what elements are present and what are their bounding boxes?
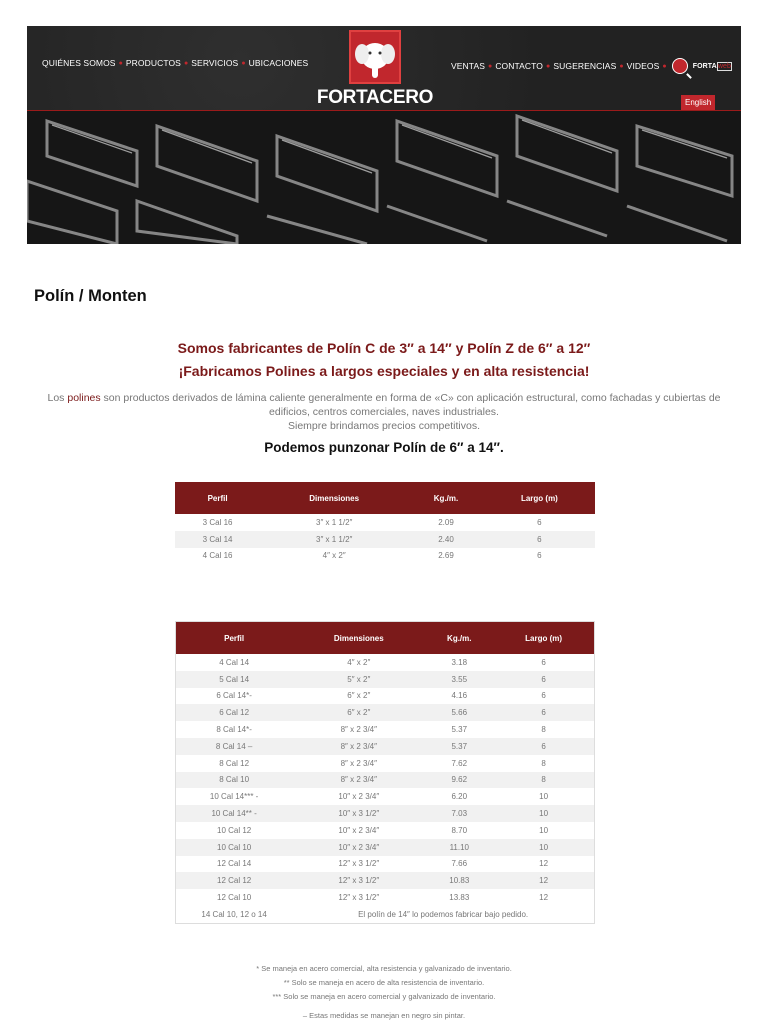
cell-kg-m: 9.62 bbox=[425, 772, 493, 789]
cell-kg-m: 7.62 bbox=[451, 758, 468, 768]
nav-separator: ● bbox=[241, 59, 246, 67]
table-row bbox=[176, 654, 595, 671]
cell-kg-m: 4.16 bbox=[451, 691, 468, 701]
punzonar-heading: Podemos punzonar Polín de 6″ a 14″. bbox=[264, 440, 504, 455]
footnote-2: ** Solo se maneja en acero de alta resistencia de inventario. bbox=[283, 978, 485, 987]
table-row bbox=[175, 514, 595, 531]
cell-kg-m: 2.09 bbox=[438, 517, 454, 527]
headline-largos-especiales: ¡Fabricamos Polines a largos especiales y en alta resistencia! bbox=[178, 363, 590, 379]
cell-perfil: 8 Cal 12 bbox=[219, 758, 250, 768]
cell-largo: 8 bbox=[541, 725, 546, 735]
polin-table-1 bbox=[175, 482, 595, 564]
cell-dimensiones: 8″ x 2 3/4″ bbox=[340, 725, 377, 735]
col-kg-m: Kg./m. bbox=[408, 482, 484, 514]
fortaweb-search-icon bbox=[672, 58, 688, 74]
cell-dimensiones: 4″ x 2″ bbox=[347, 657, 371, 667]
cell-largo: 10 bbox=[539, 792, 549, 802]
nav-videos[interactable]: VIDEOS bbox=[626, 61, 660, 71]
cell-perfil: 8 Cal 10 bbox=[176, 772, 293, 789]
cell-largo: 6 bbox=[541, 657, 546, 667]
cell-perfil: 6 Cal 12 bbox=[176, 704, 293, 721]
nav-separator: ● bbox=[487, 62, 493, 70]
cell-largo: 6 bbox=[493, 738, 594, 755]
cell-dimensiones: 12″ x 3 1/2″ bbox=[338, 859, 380, 869]
cell-perfil: 4 Cal 14 bbox=[219, 657, 250, 667]
table-row bbox=[176, 889, 595, 906]
nav-ubicaciones[interactable]: UBICACIONES bbox=[248, 58, 309, 68]
col-kg-m: Kg./m. bbox=[425, 622, 493, 655]
table-row bbox=[176, 856, 595, 873]
col-dimensiones: Dimensiones bbox=[260, 482, 408, 514]
cell-dimensiones: 12″ x 3 1/2″ bbox=[338, 893, 380, 903]
cell-kg-m: 5.66 bbox=[425, 704, 493, 721]
nav-separator: ● bbox=[546, 62, 551, 70]
cell-perfil: 12 Cal 12 bbox=[176, 872, 293, 889]
table-row bbox=[176, 839, 595, 856]
footnote-3: *** Solo se maneja en acero comercial y galvanizado de inventario. bbox=[272, 992, 496, 1001]
nav-contacto[interactable]: CONTACTO bbox=[495, 61, 544, 71]
cell-perfil: 12 Cal 14 bbox=[217, 859, 252, 869]
table-row bbox=[176, 805, 595, 822]
col-largo: Largo (m) bbox=[493, 622, 594, 655]
table-row bbox=[176, 738, 595, 755]
nav-separator: ● bbox=[118, 59, 123, 67]
cell-dimensiones: 6″ x 2″ bbox=[292, 704, 425, 721]
nav-ventas[interactable]: VENTAS bbox=[451, 61, 485, 71]
cell-kg-m: 3.55 bbox=[425, 671, 493, 688]
cell-perfil: 8 Cal 14*- bbox=[216, 725, 252, 735]
fortaweb-link[interactable] bbox=[672, 58, 732, 74]
cell-perfil: 3 Cal 16 bbox=[202, 517, 233, 527]
cell-perfil: 12 Cal 10 bbox=[217, 893, 252, 903]
table-row bbox=[176, 822, 595, 839]
table-row bbox=[176, 721, 595, 738]
cell-dimensiones: 6″ x 2″ bbox=[347, 691, 371, 701]
cell-dimensiones: 10″ x 2 3/4″ bbox=[338, 792, 380, 802]
footnote-4: – Estas medidas se manejan en negro sin pintar. bbox=[302, 1011, 466, 1020]
cell-kg-m: 8.70 bbox=[451, 825, 468, 835]
cell-perfil: 14 Cal 10, 12 o 14 bbox=[201, 909, 267, 919]
cell-largo: 8 bbox=[493, 772, 594, 789]
table-row bbox=[176, 704, 595, 721]
cell-largo: 6 bbox=[541, 691, 546, 701]
cell-dimensiones: 5″ x 2″ bbox=[292, 671, 425, 688]
table-row-14 bbox=[176, 906, 595, 923]
cell-kg-m: 13.83 bbox=[449, 893, 470, 903]
cell-largo: 12 bbox=[539, 859, 549, 869]
cell-dimensiones: 10″ x 2 3/4″ bbox=[338, 825, 380, 835]
nav-separator: ● bbox=[662, 62, 667, 70]
cell-perfil: 3 Cal 14 bbox=[175, 531, 260, 548]
cell-largo: 10 bbox=[493, 805, 594, 822]
main-nav-right bbox=[451, 58, 732, 74]
table-row bbox=[176, 755, 595, 772]
cell-largo: 10 bbox=[539, 825, 549, 835]
cell-largo: 12 bbox=[493, 872, 594, 889]
cell-perfil: 4 Cal 16 bbox=[202, 551, 233, 561]
cell-largo: 10 bbox=[493, 839, 594, 856]
cell-perfil: 5 Cal 14 bbox=[176, 671, 293, 688]
col-perfil: Perfil bbox=[175, 482, 260, 514]
english-language-button[interactable]: English bbox=[681, 95, 715, 110]
fortaweb-label-bold: FORTA bbox=[692, 62, 717, 70]
table-2-body bbox=[176, 654, 595, 906]
col-dimensiones: Dimensiones bbox=[292, 622, 425, 655]
table-row bbox=[176, 671, 595, 688]
main-nav-left bbox=[42, 58, 308, 68]
cell-perfil: 10 Cal 12 bbox=[217, 825, 252, 835]
cell-perfil: 6 Cal 14*- bbox=[216, 691, 252, 701]
cell-perfil: 10 Cal 14*** - bbox=[209, 792, 259, 802]
cell-dimensiones: 4″ x 2″ bbox=[322, 551, 346, 561]
table-row bbox=[175, 548, 595, 565]
cell-kg-m: 5.37 bbox=[425, 738, 493, 755]
table-header-row bbox=[176, 622, 595, 655]
cell-kg-m: 5.37 bbox=[451, 725, 468, 735]
footnote-1: * Se maneja en acero comercial, alta resistencia y galvanizado de inventario. bbox=[256, 964, 512, 973]
nav-separator: ● bbox=[183, 59, 189, 67]
cell-largo: 6 bbox=[484, 531, 595, 548]
nav-separator: ● bbox=[619, 62, 624, 70]
steel-beams-image bbox=[27, 111, 741, 244]
cell-kg-m: 11.10 bbox=[425, 839, 493, 856]
nav-productos[interactable]: PRODUCTOS bbox=[125, 58, 181, 68]
cell-perfil: 8 Cal 14 – bbox=[176, 738, 293, 755]
table-row bbox=[176, 772, 595, 789]
cell-largo: 8 bbox=[541, 758, 546, 768]
intro-line-2: Siempre brindamos precios competitivos. bbox=[288, 420, 480, 432]
fortacero-logo[interactable] bbox=[312, 30, 438, 109]
table-row bbox=[176, 788, 595, 805]
cell-kg-m: 7.03 bbox=[425, 805, 493, 822]
cell-dimensiones: 3″ x 1 1/2″ bbox=[260, 531, 408, 548]
nav-servicios[interactable]: SERVICIOS bbox=[191, 58, 239, 68]
table-1-body bbox=[175, 514, 595, 564]
cell-dimensiones: 3″ x 1 1/2″ bbox=[316, 517, 353, 527]
cell-largo: 6 bbox=[537, 551, 542, 561]
cell-perfil: 10 Cal 10 bbox=[176, 839, 293, 856]
table-row bbox=[176, 872, 595, 889]
cell-dimensiones: 8″ x 2 3/4″ bbox=[292, 772, 425, 789]
cell-kg-m: 10.83 bbox=[425, 872, 493, 889]
table-row bbox=[175, 531, 595, 548]
fortaweb-label-light: web bbox=[717, 62, 731, 70]
intro-keyword: polines bbox=[67, 392, 101, 404]
cell-dimensiones: 8″ x 2 3/4″ bbox=[340, 758, 377, 768]
table-header-row bbox=[175, 482, 595, 514]
cell-kg-m: 3.18 bbox=[451, 657, 468, 667]
intro-prefix: Los bbox=[47, 392, 68, 404]
cell-kg-m: 7.66 bbox=[451, 859, 468, 869]
cell-dimensiones: 12″ x 3 1/2″ bbox=[292, 872, 425, 889]
cell-kg-m: 2.40 bbox=[408, 531, 484, 548]
polin-table-2 bbox=[175, 621, 595, 924]
table-row bbox=[176, 688, 595, 705]
header-banner bbox=[27, 26, 741, 244]
nav-quienes-somos[interactable]: QUIÉNES SOMOS bbox=[42, 58, 116, 68]
elephant-logo-icon bbox=[349, 30, 401, 84]
intro-line-1: son productos derivados de lámina caliente generalmente en forma de «C» con aplicación estructural, como fachadas y cubiertas de edificios, centros comerciales, naves industriales. bbox=[100, 392, 721, 418]
cell-dimensiones: 8″ x 2 3/4″ bbox=[292, 738, 425, 755]
cell-kg-m: 2.69 bbox=[438, 551, 454, 561]
cell-largo: 12 bbox=[539, 893, 549, 903]
cell-dimensiones: 10″ x 2 3/4″ bbox=[292, 839, 425, 856]
headline-fabricantes: Somos fabricantes de Polín C de 3″ a 14″ y Polín Z de 6″ a 12″ bbox=[177, 340, 591, 356]
cell-largo: 6 bbox=[493, 671, 594, 688]
cell-largo: 6 bbox=[537, 517, 542, 527]
cell-perfil: 10 Cal 14** - bbox=[176, 805, 293, 822]
nav-sugerencias[interactable]: SUGERENCIAS bbox=[553, 61, 617, 71]
cell-kg-m: 6.20 bbox=[451, 792, 468, 802]
logo-wordmark: FORTACERO bbox=[316, 87, 434, 108]
cell-dimensiones: 10″ x 3 1/2″ bbox=[292, 805, 425, 822]
intro-paragraph bbox=[30, 391, 738, 433]
col-perfil: Perfil bbox=[176, 622, 293, 655]
cell-note: El polín de 14″ lo podemos fabricar bajo pedido. bbox=[358, 909, 529, 919]
cell-largo: 6 bbox=[493, 704, 594, 721]
col-largo: Largo (m) bbox=[484, 482, 595, 514]
page-title: Polín / Monten bbox=[34, 287, 147, 305]
